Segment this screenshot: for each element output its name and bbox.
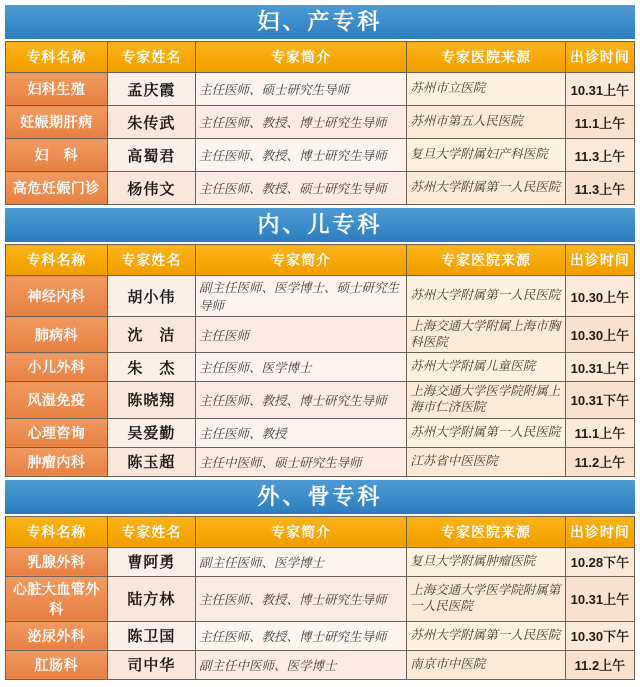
specialty-cell: 妊娠期肝病 xyxy=(6,106,108,139)
hospital-cell: 苏州大学附属第一人民医院 xyxy=(407,621,566,650)
table-row xyxy=(6,650,635,679)
hospital-cell: 苏州大学附属第一人民医院 xyxy=(407,418,566,447)
table-row xyxy=(6,621,635,650)
doctor-title-cell: 主任医师、硕士研究生导师 xyxy=(195,73,406,106)
specialty-cell: 肿瘤内科 xyxy=(6,447,108,476)
hospital-cell: 复旦大学附属妇产科医院 xyxy=(407,139,566,172)
section-title: 内、儿专科 xyxy=(5,208,635,242)
table-row xyxy=(6,276,635,317)
table-body xyxy=(6,276,635,477)
table-body xyxy=(6,73,635,205)
specialty-cell: 心理咨询 xyxy=(6,418,108,447)
table-row xyxy=(6,139,635,172)
doctor-title-cell: 主任医师、教授、博士研究生导师 xyxy=(195,139,406,172)
doctor-title-cell: 主任医师 xyxy=(195,317,406,353)
schedule-table xyxy=(5,41,635,205)
specialty-cell: 心脏大血管外科 xyxy=(6,576,108,621)
doctor-name-cell: 朱传武 xyxy=(107,106,195,139)
specialty-cell: 肛肠科 xyxy=(6,650,108,679)
schedule-time-cell: 10.31上午 xyxy=(565,73,634,106)
doctor-title-cell: 主任医师、医学博士 xyxy=(195,353,406,382)
hospital-cell: 复旦大学附属肿瘤医院 xyxy=(407,547,566,576)
column-header: 出诊时间 xyxy=(565,42,634,73)
doctor-title-cell: 副主任医师、医学博士 xyxy=(195,547,406,576)
doctor-name-cell: 司中华 xyxy=(107,650,195,679)
doctor-name-cell: 吴爱勤 xyxy=(107,418,195,447)
table-row xyxy=(6,317,635,353)
table-row xyxy=(6,418,635,447)
schedule-time-cell: 11.1上午 xyxy=(565,106,634,139)
doctor-title-cell: 副主任中医师、医学博士 xyxy=(195,650,406,679)
doctor-name-cell: 杨伟文 xyxy=(107,172,195,205)
department-section xyxy=(5,480,635,680)
specialty-cell: 小儿外科 xyxy=(6,353,108,382)
hospital-cell: 苏州市第五人民医院 xyxy=(407,106,566,139)
doctor-name-cell: 沈 洁 xyxy=(107,317,195,353)
doctor-title-cell: 副主任医师、医学博士、硕士研究生导师 xyxy=(195,276,406,317)
doctor-title-cell: 主任中医师、硕士研究生导师 xyxy=(195,447,406,476)
schedule-time-cell: 10.30上午 xyxy=(565,317,634,353)
table-body xyxy=(6,547,635,679)
schedule-time-cell: 11.2上午 xyxy=(565,447,634,476)
column-header: 专家简介 xyxy=(195,245,406,276)
specialty-cell: 神经内科 xyxy=(6,276,108,317)
column-header: 专家姓名 xyxy=(107,42,195,73)
schedule-time-cell: 10.30下午 xyxy=(565,621,634,650)
doctor-title-cell: 主任医师、教授、硕士研究生导师 xyxy=(195,172,406,205)
doctor-name-cell: 孟庆霞 xyxy=(107,73,195,106)
table-row xyxy=(6,73,635,106)
doctor-title-cell: 主任医师、教授、博士研究生导师 xyxy=(195,382,406,418)
hospital-cell: 苏州大学附属第一人民医院 xyxy=(407,276,566,317)
schedule-time-cell: 10.31下午 xyxy=(565,382,634,418)
hospital-cell: 苏州大学附属儿童医院 xyxy=(407,353,566,382)
column-header: 专家医院来源 xyxy=(407,42,566,73)
doctor-name-cell: 陈玉超 xyxy=(107,447,195,476)
hospital-cell: 苏州大学附属第一人民医院 xyxy=(407,172,566,205)
hospital-cell: 苏州市立医院 xyxy=(407,73,566,106)
schedule-time-cell: 11.2上午 xyxy=(565,650,634,679)
doctor-name-cell: 朱 杰 xyxy=(107,353,195,382)
doctor-title-cell: 主任医师、教授、博士研究生导师 xyxy=(195,621,406,650)
column-header: 专家姓名 xyxy=(107,245,195,276)
doctor-name-cell: 曹阿勇 xyxy=(107,547,195,576)
section-title: 妇、产专科 xyxy=(5,5,635,39)
hospital-cell: 南京市中医院 xyxy=(407,650,566,679)
column-header: 专科名称 xyxy=(6,245,108,276)
schedule-time-cell: 10.28下午 xyxy=(565,547,634,576)
column-header: 专科名称 xyxy=(6,516,108,547)
header-row xyxy=(6,42,635,73)
table-row xyxy=(6,547,635,576)
hospital-cell: 上海交通大学医学院附属上海市仁济医院 xyxy=(407,382,566,418)
specialty-cell: 泌尿外科 xyxy=(6,621,108,650)
header-row xyxy=(6,245,635,276)
specialty-cell: 妇 科 xyxy=(6,139,108,172)
column-header: 专家简介 xyxy=(195,42,406,73)
specialty-cell: 妇科生殖 xyxy=(6,73,108,106)
specialty-cell: 肺病科 xyxy=(6,317,108,353)
specialty-cell: 高危妊娠门诊 xyxy=(6,172,108,205)
column-header: 专科名称 xyxy=(6,42,108,73)
table-row xyxy=(6,576,635,621)
column-header: 专家简介 xyxy=(195,516,406,547)
table-row xyxy=(6,447,635,476)
doctor-title-cell: 主任医师、教授、博士研究生导师 xyxy=(195,576,406,621)
schedule-time-cell: 10.31上午 xyxy=(565,576,634,621)
hospital-cell: 上海交通大学附属上海市胸科医院 xyxy=(407,317,566,353)
schedule-time-cell: 10.30上午 xyxy=(565,276,634,317)
header-row xyxy=(6,516,635,547)
doctor-name-cell: 陈卫国 xyxy=(107,621,195,650)
department-section xyxy=(5,208,635,477)
schedule-sections xyxy=(5,5,635,680)
doctor-name-cell: 陈晓翔 xyxy=(107,382,195,418)
department-section xyxy=(5,5,635,205)
column-header: 专家姓名 xyxy=(107,516,195,547)
section-title: 外、骨专科 xyxy=(5,480,635,514)
doctor-name-cell: 高蜀君 xyxy=(107,139,195,172)
schedule-table xyxy=(5,244,635,477)
hospital-cell: 江苏省中医医院 xyxy=(407,447,566,476)
table-row xyxy=(6,353,635,382)
specialty-cell: 乳腺外科 xyxy=(6,547,108,576)
column-header: 出诊时间 xyxy=(565,516,634,547)
specialty-cell: 风湿免疫 xyxy=(6,382,108,418)
schedule-table xyxy=(5,516,635,680)
table-row xyxy=(6,106,635,139)
column-header: 专家医院来源 xyxy=(407,245,566,276)
doctor-title-cell: 主任医师、教授 xyxy=(195,418,406,447)
doctor-name-cell: 胡小伟 xyxy=(107,276,195,317)
schedule-time-cell: 11.3上午 xyxy=(565,172,634,205)
schedule-time-cell: 11.3上午 xyxy=(565,139,634,172)
schedule-time-cell: 10.31上午 xyxy=(565,353,634,382)
column-header: 出诊时间 xyxy=(565,245,634,276)
doctor-title-cell: 主任医师、教授、博士研究生导师 xyxy=(195,106,406,139)
table-row xyxy=(6,382,635,418)
schedule-time-cell: 11.1上午 xyxy=(565,418,634,447)
column-header: 专家医院来源 xyxy=(407,516,566,547)
hospital-cell: 上海交通大学医学院附属第一人民医院 xyxy=(407,576,566,621)
doctor-name-cell: 陆方林 xyxy=(107,576,195,621)
table-row xyxy=(6,172,635,205)
